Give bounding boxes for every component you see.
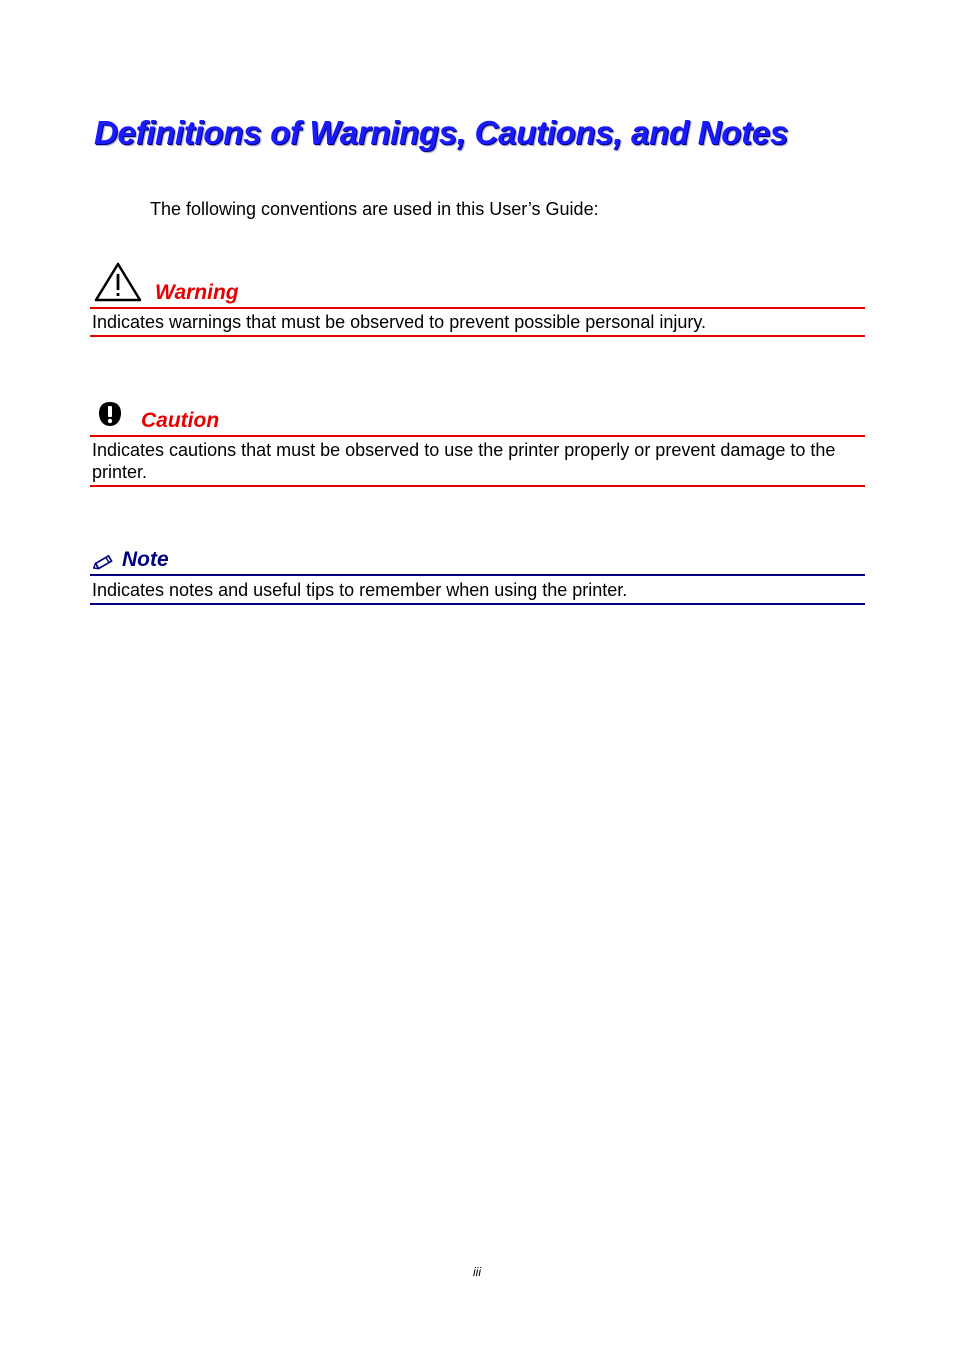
note-section (90, 546, 865, 608)
caution-text: Indicates cautions that must be observed to use the printer properly or prevent damage to the printer. (92, 440, 836, 482)
warning-text: Indicates warnings that must be observed to prevent possible personal injury. (92, 312, 707, 332)
intro-text: The following conventions are used in this User’s Guide: (150, 199, 599, 219)
pencil-icon (92, 553, 116, 571)
page-title: Definitions of Warnings, Cautions, and Notes (94, 114, 788, 151)
caution-bottom-rule (90, 485, 865, 487)
caution-top-rule (90, 435, 865, 437)
warning-top-rule (90, 307, 865, 309)
note-bottom-rule (90, 603, 865, 605)
note-top-rule (90, 574, 865, 576)
caution-heading: Caution (141, 409, 220, 432)
caution-exclamation-icon (98, 401, 122, 427)
caution-section (90, 398, 865, 490)
note-text: Indicates notes and useful tips to remember when using the printer. (92, 580, 628, 600)
warning-triangle-icon (94, 262, 142, 302)
note-heading: Note (122, 548, 169, 571)
warning-heading: Warning (155, 281, 239, 304)
warning-section (90, 258, 865, 338)
warning-bottom-rule (90, 335, 865, 337)
page-number: iii (473, 1265, 481, 1279)
